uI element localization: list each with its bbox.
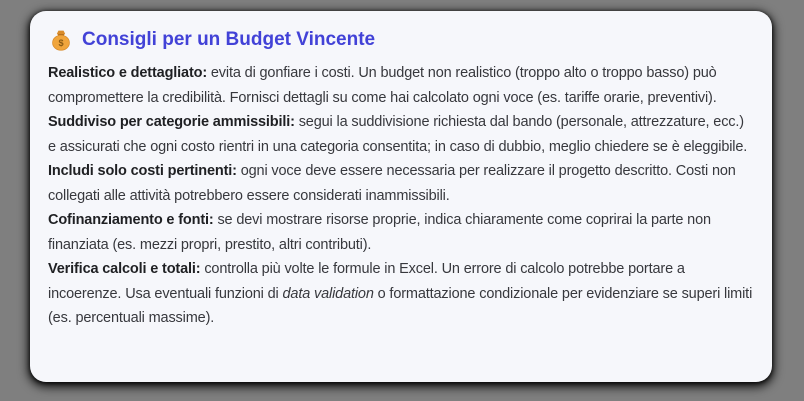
- tip-item-realistico: [48, 61, 754, 110]
- tip-body: evita di gonfiare i costi. Un budget non realistico (troppo alto o troppo basso) può compromettere la credibilità. Fornisci dettagli su come hai calcolato ogni voce (es. tariffe orarie, preventivi).: [48, 65, 717, 106]
- tips-list: [48, 61, 754, 331]
- tip-body: segui la suddivisione richiesta dal bando (personale, attrezzature, ecc.) e assicurati che ogni costo rientri in una categoria consentita; in caso di dubbio, meglio chiedere se è eleggibile.: [48, 114, 748, 155]
- tip-body: o formattazione condizionale per evidenziare se superi limiti (es. percentuali massime).: [48, 285, 753, 326]
- tip-item-costi-pertinenti: [48, 159, 754, 208]
- card-header: [50, 29, 754, 51]
- tip-lead: Includi solo costi pertinenti:: [48, 163, 237, 179]
- tip-lead: Verifica calcoli e totali:: [48, 261, 201, 277]
- tip-body: ogni voce deve essere necessaria per realizzare il progetto descritto. Costi non collegati alle attività potrebbero essere considerati inammissibili.: [48, 163, 736, 204]
- tip-lead: Suddiviso per categorie ammissibili:: [48, 114, 295, 130]
- money-bag-icon: [50, 29, 72, 51]
- tip-body: se devi mostrare risorse proprie, indica chiaramente come coprirai la parte non finanziata (es. mezzi propri, prestito, altri contributi).: [48, 212, 711, 253]
- svg-text:$: $: [58, 38, 64, 49]
- tip-item-verifica-calcoli: [48, 257, 754, 331]
- tip-body: controlla più volte le formule in Excel. Un errore di calcolo potrebbe portare a incoerenze. Usa eventuali funzioni di: [48, 261, 685, 302]
- tip-item-cofinanziamento: [48, 208, 754, 257]
- tip-lead: Realistico e dettagliato:: [48, 65, 208, 81]
- card-title: Consigli per un Budget Vincente: [82, 29, 376, 50]
- tip-lead: Cofinanziamento e fonti:: [48, 212, 214, 228]
- tip-item-suddiviso: [48, 110, 754, 159]
- budget-tips-card: [30, 11, 772, 382]
- tip-body-italic: data validation: [282, 285, 374, 302]
